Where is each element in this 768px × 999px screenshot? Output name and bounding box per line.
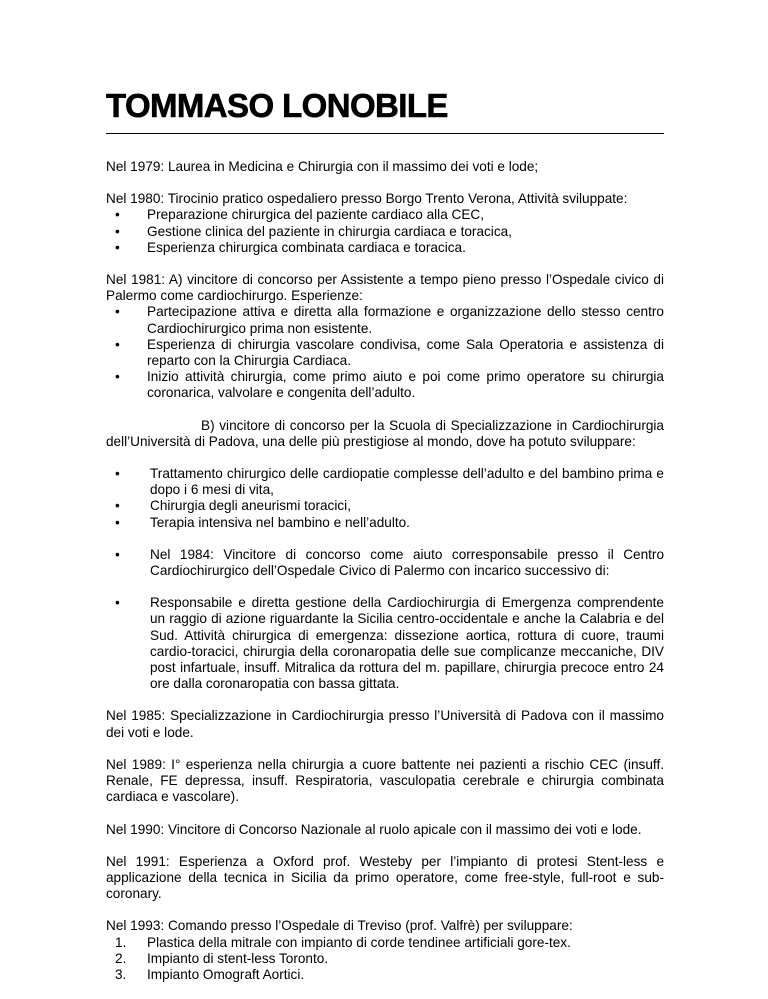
list-item: • Inizio attività chirurgia, come primo aiuto e poi come primo operatore su chirurgia coronarica, valvolare e congenita dell’adulto. [115, 369, 664, 401]
list-item: • Gestione clinica del paziente in chirurgia cardiaca e toracica, [115, 223, 512, 239]
section-responsabile-list [106, 595, 664, 692]
list-item: • Trattamento chirurgico delle cardiopatie complesse dell’adulto e del bambino prima e dopo i 6 mesi di vita, [115, 466, 664, 498]
section-1981 [106, 272, 664, 402]
paragraph-1990: Nel 1990: Vincitore di Concorso Nazionale al ruolo apicale con il massimo dei voti e lode. [106, 821, 642, 837]
section-1980-intro: Nel 1980: Tirocinio pratico ospedaliero presso Borgo Trento Verona, Attività sviluppate: [106, 191, 628, 207]
section-b-intro: B) vincitore di concorso per la Scuola di Specializzazione in Cardiochirurgia dell’Università di Padova, una delle più prestigiose al mondo, dove ha potuto sviluppare: [106, 417, 664, 449]
bullet-icon: • [115, 369, 120, 385]
section-1993 [106, 918, 664, 983]
section-1984-list [106, 547, 664, 579]
section-1993-intro: Nel 1993: Comando presso l’Ospedale di Treviso (prof. Valfrè) per sviluppare: [106, 918, 573, 934]
bullet-icon: • [115, 466, 120, 482]
bullet-icon: • [115, 336, 120, 352]
list-item: • Esperienza chirurgica combinata cardiaca e toracica. [115, 239, 466, 255]
list-item: 1. Plastica della mitrale con impianto di corde tendinee artificiali gore-tex. [115, 934, 571, 950]
document-title: TOMMASO LONOBILE [106, 87, 448, 124]
section-1981-intro: Nel 1981: A) vincitore di concorso per Assistente a tempo pieno presso l’Ospedale civico di Palermo come cardiochirurgo. Esperienze: [106, 272, 664, 304]
list-item: • Responsabile e diretta gestione della Cardiochirurgia di Emergenza comprendente un raggio di azione riguardante la Sicilia centro-occidentale e anche la Calabria e del Sud. Attività chirurgica di emergenza: dissezione aortica, rottura di cuore, traumi cardio-toracici, chirurgia della coronaropatia delle sue complicanze meccaniche, DIV post infartuale, insuff. Mitralica da rottura del m. papillare, chirurgia precoce entro 24 ore dalla coronaropatia con bassa gittata. [115, 595, 664, 692]
bullet-icon: • [115, 304, 120, 320]
list-number: 1. [115, 934, 127, 950]
list-item: • Terapia intensiva nel bambino e nell’adulto. [115, 514, 410, 530]
paragraph-1985: Nel 1985: Specializzazione in Cardiochirurgia presso l’Università di Padova con il massimo dei voti e lode. [106, 708, 664, 740]
bullet-icon: • [115, 207, 120, 223]
paragraph-1989: Nel 1989: I° esperienza nella chirurgia a cuore battente nei pazienti a rischio CEC (insuff. Renale, FE depressa, insuff. Respiratoria, vasculopatia cerebrale e chirurgia combinata cardiaca e vascolare). [106, 756, 664, 805]
list-item: • Chirurgia degli aneurismi toracici, [115, 498, 351, 514]
list-item: • Nel 1984: Vincitore di concorso come aiuto corresponsabile presso il Centro Cardiochirurgico dell’Ospedale Civico di Palermo con incarico successivo di: [115, 546, 664, 579]
list-item: • Partecipazione attiva e diretta alla formazione e organizzazione dello stesso centro Cardiochirurgico prima non esistente. [115, 304, 664, 336]
section-1993-list [106, 935, 664, 984]
document-body [106, 159, 664, 999]
bullet-icon: • [115, 514, 120, 530]
section-1981-list [106, 304, 664, 401]
list-item: • Preparazione chirurgica del paziente cardiaco alla CEC, [115, 207, 485, 223]
list-number: 2. [115, 950, 127, 966]
paragraph-1991: Nel 1991: Esperienza a Oxford prof. Westeby per l’impianto di protesi Stent-less e applicazione della tecnica in Sicilia da primo operatore, come free-style, full-root e sub-coronary. [106, 853, 664, 902]
title-divider [106, 133, 664, 134]
paragraph-1979: Nel 1979: Laurea in Medicina e Chirurgia con il massimo dei voti e lode; [106, 159, 539, 174]
section-b-list [106, 466, 664, 531]
bullet-icon: • [115, 239, 120, 255]
section-1980 [106, 191, 664, 256]
bullet-icon: • [115, 223, 120, 239]
bullet-icon: • [115, 498, 120, 514]
list-item: 3. Impianto Omograft Aortici. [115, 966, 305, 982]
section-1980-list [106, 207, 664, 256]
bullet-icon: • [115, 546, 120, 562]
bullet-icon: • [115, 595, 120, 611]
list-number: 3. [115, 966, 127, 982]
list-item: 2. Impianto di stent-less Toronto. [115, 950, 329, 966]
list-item: • Esperienza di chirurgia vascolare condivisa, come Sala Operatoria e assistenza di reparto con la Chirurgia Cardiaca. [115, 336, 664, 369]
